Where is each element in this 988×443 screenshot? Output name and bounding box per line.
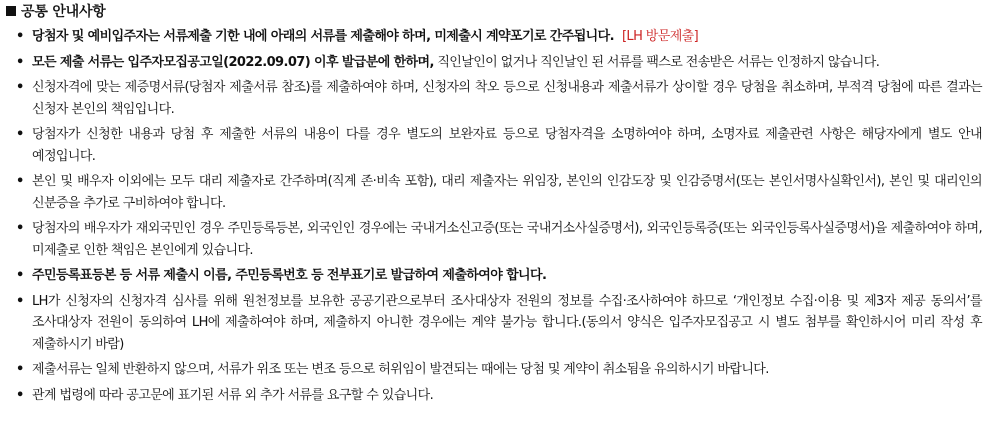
notice-item-text: 당첨자의 배우자가 재외국민인 경우 주민등록등본, 외국인인 경우에는 국내거소신고증(또는 국내거소사실증명서), 외국인등록증(또는 외국인등록사실증명서)을 제출하여야 하며, 미제출로 인한 책임은 본인에게 있습니다. xyxy=(32,221,982,258)
notice-item-text: 당첨자가 신청한 내용과 당첨 후 제출한 서류의 내용이 다를 경우 별도의 보완자료 등으로 당첨자격을 소명하여야 하며, 소명자료 제출관련 사항은 해당자에게 별도 안내 예정입니다. xyxy=(32,127,982,164)
notice-item xyxy=(4,359,982,381)
notice-item xyxy=(4,77,982,120)
square-bullet-icon xyxy=(6,6,16,16)
bullet-icon: • xyxy=(16,293,24,309)
notice-item-text: 본인 및 배우자 이외에는 모두 대리 제출자로 간주하며(직계 존·비속 포함), 대리 제출자는 위임장, 본인의 인감도장 및 인감증명서(또는 본인서명사실확인서), 본인 및 대리인의 신분증을 추가로 구비하여야 합니다. xyxy=(32,174,982,211)
notice-item-text: 신청자격에 맞는 제증명서류(당첨자 제출서류 참조)를 제출하여야 하며, 신청자의 착오 등으로 신청내용과 제출서류가 상이할 경우 당첨을 취소하며, 부적격 당첨에 따른 결과는 신청자 본인의 책임입니다. xyxy=(32,80,982,117)
notice-item xyxy=(4,291,982,356)
bullet-icon: • xyxy=(16,80,24,95)
bullet-icon: • xyxy=(16,387,24,403)
notice-item xyxy=(4,385,982,407)
notice-item xyxy=(4,171,982,214)
notice-item-bold: 모든 제출 서류는 입주자모집공고일(2022.09.07) 이후 발급분에 한하며, xyxy=(32,54,434,70)
section-heading xyxy=(4,0,982,22)
bullet-icon: • xyxy=(16,54,24,70)
notice-list xyxy=(4,26,982,406)
notice-item xyxy=(4,124,982,167)
notice-item-text: LH가 신청자의 신청자격 심사를 위해 원천정보를 보유한 공공기관으로부터 조사대상자 전원의 정보를 수집·조사하여야 하므로 ‘개인정보 수집·이용 및 제3자 제공 동의서’를 조사대상자 전원이 동의하여 LH에 제출하여야 하며, 제출하지 아니한 경우에는 계약 불가능 합니다.(동의서 양식은 입주자모집공고 시 별도 첨부를 확인하시어 미리 작성 후 제출하시기 바람) xyxy=(32,293,982,352)
notice-item xyxy=(4,218,982,261)
bullet-icon: • xyxy=(16,221,24,236)
section-title-text: 공통 안내사항 xyxy=(21,4,106,20)
bullet-icon: • xyxy=(16,29,24,44)
bullet-icon: • xyxy=(16,268,24,283)
bullet-icon: • xyxy=(16,174,24,189)
bullet-icon: • xyxy=(16,362,24,377)
notice-item-text: 제출서류는 일체 반환하지 않으며, 서류가 위조 또는 변조 등으로 허위임이 발견되는 때에는 당첨 및 계약이 취소됨을 유의하시기 바랍니다. xyxy=(32,362,769,377)
notice-item xyxy=(4,52,982,74)
notice-item-bold: 주민등록표등본 등 서류 제출시 이름, 주민등록번호 등 전부표기로 발급하여 제출하여야 합니다. xyxy=(32,268,547,283)
notice-item xyxy=(4,265,982,287)
notice-item xyxy=(4,26,982,48)
notice-item-text: 관계 법령에 따라 공고문에 표기된 서류 외 추가 서류를 요구할 수 있습니다. xyxy=(32,387,434,403)
visit-submission-tag: [LH 방문제출] xyxy=(621,29,699,44)
bullet-icon: • xyxy=(16,127,24,142)
notice-item-bold: 당첨자 및 예비입주자는 서류제출 기한 내에 아래의 서류를 제출해야 하며, 미제출시 계약포기로 간주됩니다. xyxy=(32,29,614,44)
notice-item-text: 직인날인이 없거나 직인날인 된 서류를 팩스로 전송받은 서류는 인정하지 않습니다. xyxy=(433,54,880,70)
